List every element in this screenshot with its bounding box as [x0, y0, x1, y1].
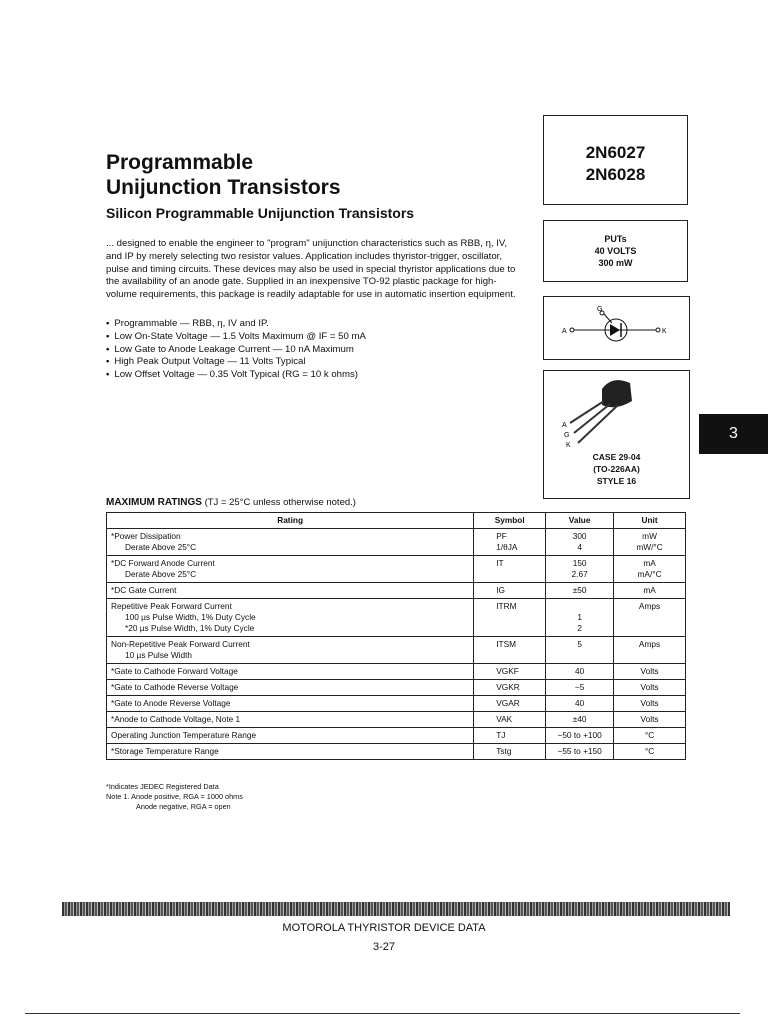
symbol-cell: TJ [474, 728, 546, 744]
symbol-subcell: 1/θJA [496, 542, 518, 552]
case-standard: (TO-226AA) [593, 464, 640, 474]
value-cell: 40 [546, 664, 614, 680]
value-subcell: 1 [577, 612, 582, 622]
value-cell: ±40 [546, 712, 614, 728]
symbol-cell: PF [496, 531, 507, 541]
value-subcell: 2.67 [571, 569, 588, 579]
put-schematic-symbol [544, 297, 689, 359]
table-row [107, 599, 686, 637]
rating-cell: *Gate to Anode Reverse Voltage [107, 696, 474, 712]
unit-cell: mA [643, 558, 656, 568]
max-ratings-title: MAXIMUM RATINGS [106, 497, 202, 508]
feature-item: • High Peak Output Voltage — 11 Volts Typical [106, 356, 524, 369]
page-title [106, 150, 341, 200]
feature-item: • Programmable — RBB, η, IV and IP. [106, 318, 524, 331]
rating-subcell: 100 µs Pulse Width, 1% Duty Cycle [125, 612, 256, 622]
bottom-rule [25, 1013, 740, 1014]
unit-cell: Volts [614, 664, 686, 680]
spec-summary-box [543, 220, 688, 282]
decorative-band [62, 902, 730, 916]
rating-cell: *Power Dissipation [111, 531, 181, 541]
table-row [107, 556, 686, 583]
rating-cell: *DC Gate Current [107, 583, 474, 599]
value-cell: 300 [572, 531, 587, 541]
header-value: Value [546, 513, 614, 529]
pin-label-g: G [564, 432, 570, 439]
unit-cell: Volts [614, 712, 686, 728]
value-cell: 150 [572, 558, 587, 568]
value-subcell: 2 [577, 623, 582, 633]
unit-subcell: mW/°C [636, 542, 663, 552]
unit-cell: mA [614, 583, 686, 599]
case-number: CASE 29-04 [592, 452, 641, 462]
table-row [107, 712, 686, 728]
cathode-label: K [662, 328, 667, 335]
rating-cell: Repetitive Peak Forward Current [111, 601, 232, 611]
feature-item: • Low Gate to Anode Leakage Current — 10 nA Maximum [106, 344, 524, 357]
feature-item: • Low Offset Voltage — 0.35 Volt Typical (RG = 10 k ohms) [106, 369, 524, 382]
unit-subcell: mA/°C [637, 569, 662, 579]
symbol-cell: IT [496, 558, 504, 568]
header-rating: Rating [107, 513, 474, 529]
symbol-cell: VGKR [474, 680, 546, 696]
unit-cell: Volts [614, 696, 686, 712]
jedec-note: *Indicates JEDEC Registered Data [106, 782, 219, 791]
part-number-1: 2N6027 [585, 143, 646, 162]
header-unit: Unit [614, 513, 686, 529]
footer-text: MOTOROLA THYRISTOR DEVICE DATA [282, 922, 486, 934]
value-subcell: 4 [577, 542, 582, 552]
value-cell: ±50 [546, 583, 614, 599]
table-row [107, 529, 686, 556]
symbol-cell: IG [474, 583, 546, 599]
value-cell: 5 [546, 637, 614, 664]
spec-voltage: 40 VOLTS [594, 246, 637, 256]
symbol-cell: ITRM [496, 601, 517, 611]
symbol-cell: Tstg [474, 744, 546, 760]
page-subtitle: Silicon Programmable Unijunction Transistors [106, 205, 415, 221]
unit-cell: Amps [614, 599, 686, 637]
unit-cell: mW [642, 531, 657, 541]
anode-label: A [562, 328, 567, 335]
table-row [107, 680, 686, 696]
header-symbol: Symbol [474, 513, 546, 529]
case-style: STYLE 16 [596, 476, 637, 486]
note-1: Note 1. Anode positive, RGA = 1000 ohms [106, 792, 243, 801]
table-row [107, 696, 686, 712]
feature-list [106, 318, 524, 382]
table-row [107, 637, 686, 664]
spec-power: 300 mW [598, 258, 633, 268]
rating-cell: Non-Repetitive Peak Forward Current [111, 639, 250, 649]
unit-cell: °C [614, 728, 686, 744]
symbol-cell: ITSM [474, 637, 546, 664]
package-box [543, 370, 690, 499]
rating-cell: *Gate to Cathode Forward Voltage [107, 664, 474, 680]
symbol-cell: VGAR [474, 696, 546, 712]
unit-cell: Volts [614, 680, 686, 696]
table-row [107, 664, 686, 680]
table-row [107, 728, 686, 744]
value-cell: −55 to +150 [546, 744, 614, 760]
feature-item: • Low On-State Voltage — 1.5 Volts Maximum @ IF = 50 mA [106, 331, 524, 344]
unit-cell: °C [614, 744, 686, 760]
page-number: 3-27 [372, 941, 396, 953]
unit-cell: Amps [614, 637, 686, 664]
rating-subcell: Derate Above 25°C [125, 542, 197, 552]
value-cell: −5 [546, 680, 614, 696]
title-line-1: Programmable [106, 151, 254, 174]
schematic-symbol-box [543, 296, 690, 360]
spec-type: PUTs [604, 234, 627, 244]
table-row [107, 744, 686, 760]
rating-subcell: *20 µs Pulse Width, 1% Duty Cycle [125, 623, 255, 633]
table-header-row [107, 513, 686, 529]
rating-subcell: Derate Above 25°C [125, 569, 197, 579]
gate-label: G [597, 306, 603, 313]
part-number-box [543, 115, 688, 205]
rating-cell: *Gate to Cathode Reverse Voltage [107, 680, 474, 696]
pin-label-a: A [562, 422, 567, 429]
rating-cell: *Anode to Cathode Voltage, Note 1 [107, 712, 474, 728]
case-description [544, 451, 689, 487]
value-cell: −50 to +100 [546, 728, 614, 744]
to92-package-icon [544, 371, 689, 451]
max-ratings-table [106, 512, 686, 760]
table-row [107, 583, 686, 599]
max-ratings-condition: (TJ = 25°C unless otherwise noted.) [204, 497, 356, 508]
symbol-cell: VGKF [474, 664, 546, 680]
max-ratings-heading [106, 497, 356, 508]
intro-paragraph: ... designed to enable the engineer to "program" unijunction characteristics such as RBB, η, IV, and IP by merely selecting two resistor values. Application includes thyristor-trigger, oscillator, pulse and timing circuits. These devices may also be used in special thyristor applications due to the availability of an anode gate. Supplied in an inexpensive TO-92 plastic package for high-volume requirements, this package is readily adaptable for use in automatic insertion equipment. [106, 238, 516, 301]
part-number-2: 2N6028 [585, 165, 646, 184]
symbol-cell: VAK [474, 712, 546, 728]
note-1-continued: Anode negative, RGA = open [136, 802, 231, 811]
rating-subcell: 10 µs Pulse Width [125, 650, 193, 660]
pin-label-k: K [566, 442, 571, 449]
table-notes [106, 782, 243, 812]
section-tab: 3 [699, 414, 768, 454]
rating-cell: *Storage Temperature Range [107, 744, 474, 760]
rating-cell: *DC Forward Anode Current [111, 558, 215, 568]
title-line-2: Unijunction Transistors [106, 176, 341, 199]
rating-cell: Operating Junction Temperature Range [107, 728, 474, 744]
value-cell: 40 [546, 696, 614, 712]
